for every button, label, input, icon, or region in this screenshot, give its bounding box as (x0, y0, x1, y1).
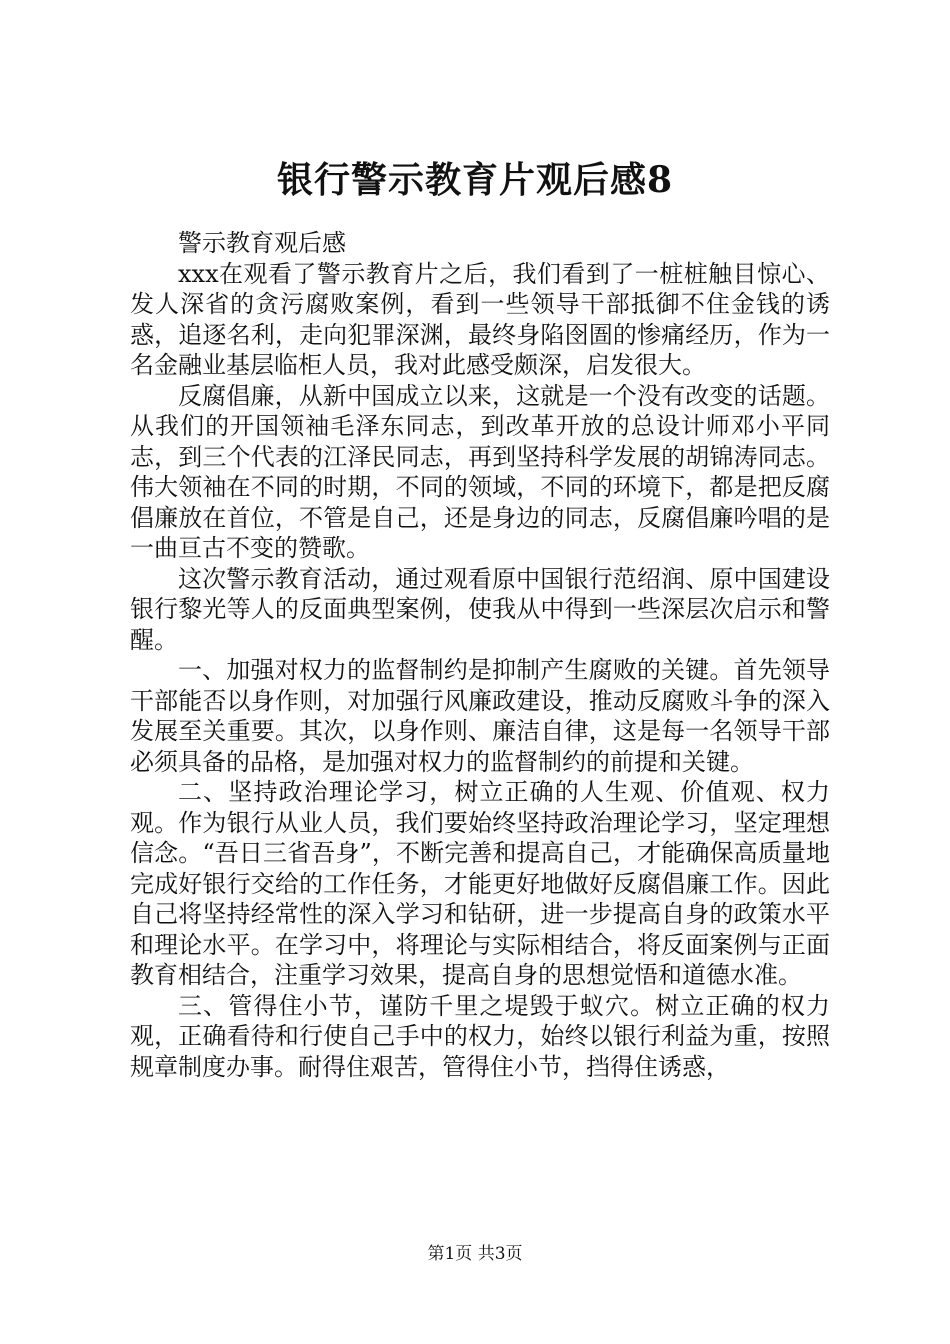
paragraph-1: xxx在观看了警示教育片之后，我们看到了一桩桩触目惊心、发人深省的贪污腐败案例，看到一些领导干部抵御不住金钱的诱惑，追逐名利，走向犯罪深渊，最终身陷囹圄的惨痛经历，作为一名金融业基层临柜人员，我对此感受颇深，启发很大。 (130, 259, 830, 379)
page-footer: 第1页 共3页 (427, 1244, 523, 1264)
paragraph-subtitle: 警示教育观后感 (178, 229, 346, 257)
paragraph-4: 一、加强对权力的监督制约是抑制产生腐败的关键。首先领导干部能否以身作则，对加强行风廉政建设，推动反腐败斗争的深入发展至关重要。其次，以身作则、廉洁自律，这是每一名领导干部必须具备的品格，是加强对权力的监督制约的前提和关键。 (130, 656, 830, 776)
paragraph-3: 这次警示教育活动，通过观看原中国银行范绍润、原中国建设银行黎光等人的反面典型案例，使我从中得到一些深层次启示和警醒。 (130, 564, 830, 654)
paragraph-5: 二、坚持政治理论学习，树立正确的人生观、价值观、权力观。作为银行从业人员，我们要始终坚持政治理论学习，坚定理想信念。“吾日三省吾身”，不断完善和提高自己，才能确保高质量地完成好银行交给的工作任务，才能更好地做好反腐倡廉工作。因此自己将坚持经常性的深入学习和钻研，进一步提高自身的政策水平和理论水平。在学习中，将理论与实际相结合，将反面案例与正面教育相结合，注重学习效果，提高自身的思想觉悟和道德水准。 (130, 778, 830, 989)
paragraph-2: 反腐倡廉，从新中国成立以来，这就是一个没有改变的话题。从我们的开国领袖毛泽东同志，到改革开放的总设计师邓小平同志，到三个代表的江泽民同志，再到坚持科学发展的胡锦涛同志。伟大领袖在不同的时期，不同的领域，不同的环境下，都是把反腐倡廉放在首位，不管是自己，还是身边的同志，反腐倡廉吟唱的是一曲亘古不变的赞歌。 (130, 381, 830, 562)
paragraph-6: 三、管得住小节，谨防千里之堤毁于蚁穴。树立正确的权力观，正确看待和行使自己手中的权力，始终以银行利益为重，按照规章制度办事。耐得住艰苦，管得住小节，挡得住诱惑， (130, 991, 830, 1081)
document-body (130, 228, 830, 1082)
document-title: 银行警示教育片观后感8 (276, 159, 674, 201)
